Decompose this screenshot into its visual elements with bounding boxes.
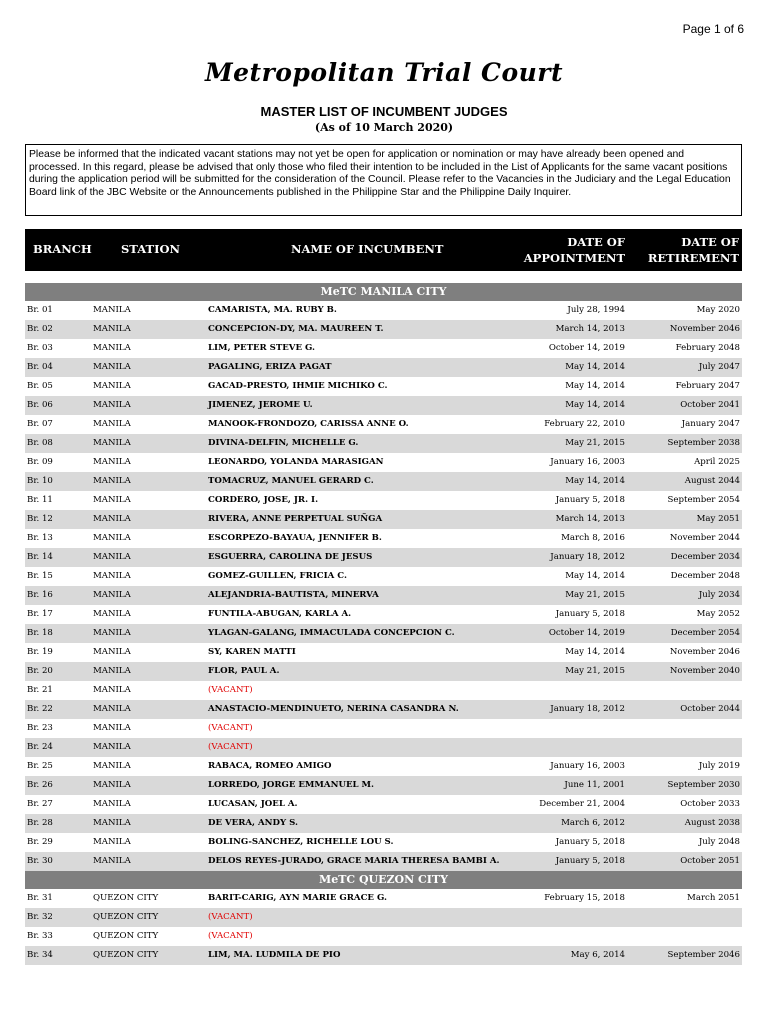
branch-cell: Br. 19 <box>27 647 53 657</box>
appointment-date-cell: March 8, 2016 <box>561 533 625 543</box>
station-cell: QUEZON CITY <box>93 931 159 941</box>
branch-cell: Br. 05 <box>27 381 53 391</box>
incumbent-name-cell: LEONARDO, YOLANDA MARASIGAN <box>208 457 384 467</box>
appointment-date-cell: January 5, 2018 <box>555 609 625 619</box>
incumbent-name-cell: SY, KAREN MATTI <box>208 647 296 657</box>
appointment-date-cell: October 14, 2019 <box>548 343 625 353</box>
branch-cell: Br. 29 <box>27 837 53 847</box>
section-header: MeTC MANILA CITY <box>25 283 742 301</box>
appointment-date-cell: May 14, 2014 <box>565 571 625 581</box>
table-row <box>25 852 742 871</box>
notice-box: Please be informed that the indicated vacant stations may not yet be open for application or nomination or may have already been opened and processed. In this regard, please be advised that only those who filed their intention to be included in the List of Applicants for the same vacant positions during the application period will be submitted for the consideration of the Council. Please refer to the Vacancies in the Judiciary and the Legal Education Board link of the JBC Website or the Announcements published in the Philippine Star and the Philippine Daily Inquirer. <box>25 144 742 216</box>
appointment-date-cell: January 18, 2012 <box>550 704 625 714</box>
appointment-date-cell: July 28, 1994 <box>567 305 625 315</box>
retirement-date-cell: September 2030 <box>667 780 740 790</box>
station-cell: MANILA <box>93 400 131 410</box>
incumbent-name-cell: (VACANT) <box>208 912 253 922</box>
branch-cell: Br. 13 <box>27 533 53 543</box>
retirement-date-cell: August 2038 <box>684 818 740 828</box>
branch-cell: Br. 21 <box>27 685 53 695</box>
station-cell: MANILA <box>93 457 131 467</box>
incumbent-name-cell: MANOOK-FRONDOZO, CARISSA ANNE O. <box>208 419 409 429</box>
station-cell: MANILA <box>93 742 131 752</box>
table-row <box>25 415 742 434</box>
retirement-date-cell: September 2046 <box>667 950 740 960</box>
appointment-date-cell: January 16, 2003 <box>550 457 625 467</box>
appointment-date-cell: March 14, 2013 <box>555 324 625 334</box>
table-row <box>25 833 742 852</box>
table-row <box>25 946 742 965</box>
appointment-date-cell: March 6, 2012 <box>561 818 625 828</box>
table-row <box>25 795 742 814</box>
appointment-date-cell: December 21, 2004 <box>539 799 625 809</box>
retirement-date-cell: July 2047 <box>698 362 740 372</box>
station-cell: QUEZON CITY <box>93 950 159 960</box>
station-cell: MANILA <box>93 666 131 676</box>
station-cell: MANILA <box>93 343 131 353</box>
table-row <box>25 510 742 529</box>
table-row <box>25 738 742 757</box>
incumbent-name-cell: LORREDO, JORGE EMMANUEL M. <box>208 780 375 790</box>
appointment-date-cell: May 21, 2015 <box>565 438 625 448</box>
incumbent-name-cell: ANASTACIO-MENDINUETO, NERINA CASANDRA N. <box>208 704 459 714</box>
station-cell: MANILA <box>93 818 131 828</box>
branch-cell: Br. 18 <box>27 628 53 638</box>
incumbent-name-cell: (VACANT) <box>208 723 253 733</box>
station-cell: MANILA <box>93 495 131 505</box>
table-row <box>25 700 742 719</box>
appointment-date-cell: January 16, 2003 <box>550 761 625 771</box>
station-cell: MANILA <box>93 552 131 562</box>
station-cell: MANILA <box>93 324 131 334</box>
branch-cell: Br. 01 <box>27 305 53 315</box>
branch-cell: Br. 28 <box>27 818 53 828</box>
incumbent-name-cell: LIM, MA. LUDMILA DE PIO <box>208 950 341 960</box>
incumbent-name-cell: ESGUERRA, CAROLINA DE JESUS <box>208 552 373 562</box>
list-title: MASTER LIST OF INCUMBENT JUDGES <box>260 104 508 119</box>
incumbent-name-cell: CONCEPCION-DY, MA. MAUREEN T. <box>208 324 384 334</box>
branch-cell: Br. 03 <box>27 343 53 353</box>
retirement-date-cell: February 2048 <box>675 343 740 353</box>
incumbent-name-cell: CAMARISTA, MA. RUBY B. <box>208 305 337 315</box>
table-row <box>25 719 742 738</box>
appointment-date-cell: January 5, 2018 <box>555 495 625 505</box>
station-cell: QUEZON CITY <box>93 912 159 922</box>
incumbent-name-cell: BARIT-CARIG, AYN MARIE GRACE G. <box>208 893 387 903</box>
branch-cell: Br. 23 <box>27 723 53 733</box>
incumbent-name-cell: FLOR, PAUL A. <box>208 666 280 676</box>
table-row <box>25 908 742 927</box>
table-row <box>25 662 742 681</box>
station-cell: MANILA <box>93 438 131 448</box>
appointment-date-cell: October 14, 2019 <box>548 628 625 638</box>
retirement-date-cell: May 2020 <box>696 305 740 315</box>
appointment-date-cell: February 22, 2010 <box>544 419 625 429</box>
incumbent-name-cell: TOMACRUZ, MANUEL GERARD C. <box>208 476 374 486</box>
header-appointment: DATE OF APPOINTMENT <box>523 235 625 265</box>
incumbent-name-cell: LIM, PETER STEVE G. <box>208 343 316 353</box>
incumbent-name-cell: PAGALING, ERIZA PAGAT <box>208 362 332 372</box>
retirement-date-cell: November 2046 <box>669 324 740 334</box>
appointment-date-cell: May 14, 2014 <box>565 362 625 372</box>
retirement-date-cell: May 2051 <box>696 514 740 524</box>
station-cell: MANILA <box>93 381 131 391</box>
incumbent-name-cell: DIVINA-DELFIN, MICHELLE G. <box>208 438 359 448</box>
incumbent-name-cell: ALEJANDRIA-BAUTISTA, MINERVA <box>208 590 379 600</box>
station-cell: MANILA <box>93 571 131 581</box>
branch-cell: Br. 34 <box>27 950 53 960</box>
appointment-date-cell: March 14, 2013 <box>555 514 625 524</box>
branch-cell: Br. 17 <box>27 609 53 619</box>
appointment-date-cell: May 14, 2014 <box>565 400 625 410</box>
table-row <box>25 301 742 320</box>
branch-cell: Br. 12 <box>27 514 53 524</box>
branch-cell: Br. 07 <box>27 419 53 429</box>
retirement-date-cell: October 2044 <box>680 704 740 714</box>
table-row <box>25 358 742 377</box>
station-cell: MANILA <box>93 704 131 714</box>
as-of-date: (As of 10 March 2020) <box>314 121 454 134</box>
table-row <box>25 776 742 795</box>
appointment-date-cell: May 14, 2014 <box>565 476 625 486</box>
incumbent-name-cell: (VACANT) <box>208 931 253 941</box>
retirement-date-cell: September 2038 <box>667 438 740 448</box>
table-header <box>25 229 742 271</box>
appointment-date-cell: May 6, 2014 <box>570 950 625 960</box>
appointment-date-cell: January 18, 2012 <box>550 552 625 562</box>
station-cell: MANILA <box>93 628 131 638</box>
header-branch: BRANCH <box>33 242 92 256</box>
table-row <box>25 927 742 946</box>
retirement-date-cell: November 2044 <box>669 533 740 543</box>
incumbent-name-cell: RABACA, ROMEO AMIGO <box>208 761 332 771</box>
section-header: MeTC QUEZON CITY <box>25 871 742 889</box>
appointment-date-cell: January 5, 2018 <box>555 856 625 866</box>
retirement-date-cell: May 2052 <box>696 609 740 619</box>
branch-cell: Br. 22 <box>27 704 53 714</box>
branch-cell: Br. 04 <box>27 362 53 372</box>
branch-cell: Br. 20 <box>27 666 53 676</box>
incumbent-name-cell: JIMENEZ, JEROME U. <box>208 400 313 410</box>
appointment-date-cell: June 11, 2001 <box>564 780 625 790</box>
retirement-date-cell: July 2019 <box>698 761 740 771</box>
branch-cell: Br. 25 <box>27 761 53 771</box>
branch-cell: Br. 33 <box>27 931 53 941</box>
retirement-date-cell: July 2048 <box>698 837 740 847</box>
incumbent-name-cell: (VACANT) <box>208 742 253 752</box>
table-row <box>25 339 742 358</box>
header-station: STATION <box>121 242 180 256</box>
table-row <box>25 548 742 567</box>
appointment-date-cell: May 21, 2015 <box>565 590 625 600</box>
station-cell: MANILA <box>93 476 131 486</box>
header-retirement: DATE OF RETIREMENT <box>647 235 739 265</box>
table-row <box>25 529 742 548</box>
branch-cell: Br. 26 <box>27 780 53 790</box>
retirement-date-cell: December 2054 <box>670 628 740 638</box>
station-cell: MANILA <box>93 685 131 695</box>
branch-cell: Br. 24 <box>27 742 53 752</box>
judges-table <box>25 283 742 965</box>
page-number: Page 1 of 6 <box>682 22 744 36</box>
station-cell: MANILA <box>93 533 131 543</box>
incumbent-name-cell: GACAD-PRESTO, IHMIE MICHIKO C. <box>208 381 388 391</box>
table-row <box>25 491 742 510</box>
appointment-date-cell: May 14, 2014 <box>565 381 625 391</box>
table-row <box>25 624 742 643</box>
branch-cell: Br. 08 <box>27 438 53 448</box>
station-cell: MANILA <box>93 514 131 524</box>
station-cell: QUEZON CITY <box>93 893 159 903</box>
retirement-date-cell: November 2040 <box>669 666 740 676</box>
incumbent-name-cell: DE VERA, ANDY S. <box>208 818 298 828</box>
incumbent-name-cell: ESCORPEZO-BAYAUA, JENNIFER B. <box>208 533 382 543</box>
branch-cell: Br. 06 <box>27 400 53 410</box>
table-row <box>25 453 742 472</box>
appointment-date-cell: February 15, 2018 <box>544 893 625 903</box>
incumbent-name-cell: DELOS REYES-JURADO, GRACE MARIA THERESA BAMBI A. <box>208 856 500 866</box>
appointment-date-cell: January 5, 2018 <box>555 837 625 847</box>
table-row <box>25 757 742 776</box>
branch-cell: Br. 27 <box>27 799 53 809</box>
court-title: Metropolitan Trial Court <box>204 58 564 87</box>
incumbent-name-cell: GOMEZ-GUILLEN, FRICIA C. <box>208 571 347 581</box>
station-cell: MANILA <box>93 761 131 771</box>
retirement-date-cell: February 2047 <box>675 381 740 391</box>
table-row <box>25 814 742 833</box>
header-name: NAME OF INCUMBENT <box>291 242 444 256</box>
table-row <box>25 396 742 415</box>
branch-cell: Br. 10 <box>27 476 53 486</box>
table-row <box>25 586 742 605</box>
retirement-date-cell: December 2034 <box>670 552 740 562</box>
table-row <box>25 567 742 586</box>
retirement-date-cell: January 2047 <box>681 419 740 429</box>
table-row <box>25 681 742 700</box>
table-row <box>25 320 742 339</box>
retirement-date-cell: October 2033 <box>680 799 740 809</box>
incumbent-name-cell: BOLING-SANCHEZ, RICHELLE LOU S. <box>208 837 394 847</box>
station-cell: MANILA <box>93 590 131 600</box>
retirement-date-cell: October 2051 <box>680 856 740 866</box>
retirement-date-cell: April 2025 <box>694 457 740 467</box>
table-row <box>25 377 742 396</box>
retirement-date-cell: July 2034 <box>698 590 740 600</box>
retirement-date-cell: August 2044 <box>684 476 740 486</box>
branch-cell: Br. 15 <box>27 571 53 581</box>
branch-cell: Br. 16 <box>27 590 53 600</box>
table-row <box>25 434 742 453</box>
table-row <box>25 643 742 662</box>
incumbent-name-cell: FUNTILA-ABUGAN, KARLA A. <box>208 609 352 619</box>
incumbent-name-cell: (VACANT) <box>208 685 253 695</box>
appointment-date-cell: May 21, 2015 <box>565 666 625 676</box>
branch-cell: Br. 09 <box>27 457 53 467</box>
retirement-date-cell: March 2051 <box>687 893 740 903</box>
station-cell: MANILA <box>93 837 131 847</box>
table-row <box>25 889 742 908</box>
station-cell: MANILA <box>93 780 131 790</box>
incumbent-name-cell: RIVERA, ANNE PERPETUAL SUÑGA <box>208 514 383 524</box>
station-cell: MANILA <box>93 609 131 619</box>
table-row <box>25 472 742 491</box>
incumbent-name-cell: CORDERO, JOSE, JR. I. <box>208 495 319 505</box>
station-cell: MANILA <box>93 799 131 809</box>
retirement-date-cell: September 2054 <box>667 495 740 505</box>
station-cell: MANILA <box>93 647 131 657</box>
incumbent-name-cell: YLAGAN-GALANG, IMMACULADA CONCEPCION C. <box>208 628 455 638</box>
incumbent-name-cell: LUCASAN, JOEL A. <box>208 799 298 809</box>
retirement-date-cell: November 2046 <box>669 647 740 657</box>
table-row <box>25 605 742 624</box>
station-cell: MANILA <box>93 362 131 372</box>
station-cell: MANILA <box>93 305 131 315</box>
station-cell: MANILA <box>93 419 131 429</box>
branch-cell: Br. 32 <box>27 912 53 922</box>
retirement-date-cell: December 2048 <box>670 571 740 581</box>
retirement-date-cell: October 2041 <box>680 400 740 410</box>
branch-cell: Br. 02 <box>27 324 53 334</box>
branch-cell: Br. 31 <box>27 893 53 903</box>
branch-cell: Br. 30 <box>27 856 53 866</box>
branch-cell: Br. 14 <box>27 552 53 562</box>
station-cell: MANILA <box>93 723 131 733</box>
appointment-date-cell: May 14, 2014 <box>565 647 625 657</box>
branch-cell: Br. 11 <box>27 495 53 505</box>
station-cell: MANILA <box>93 856 131 866</box>
